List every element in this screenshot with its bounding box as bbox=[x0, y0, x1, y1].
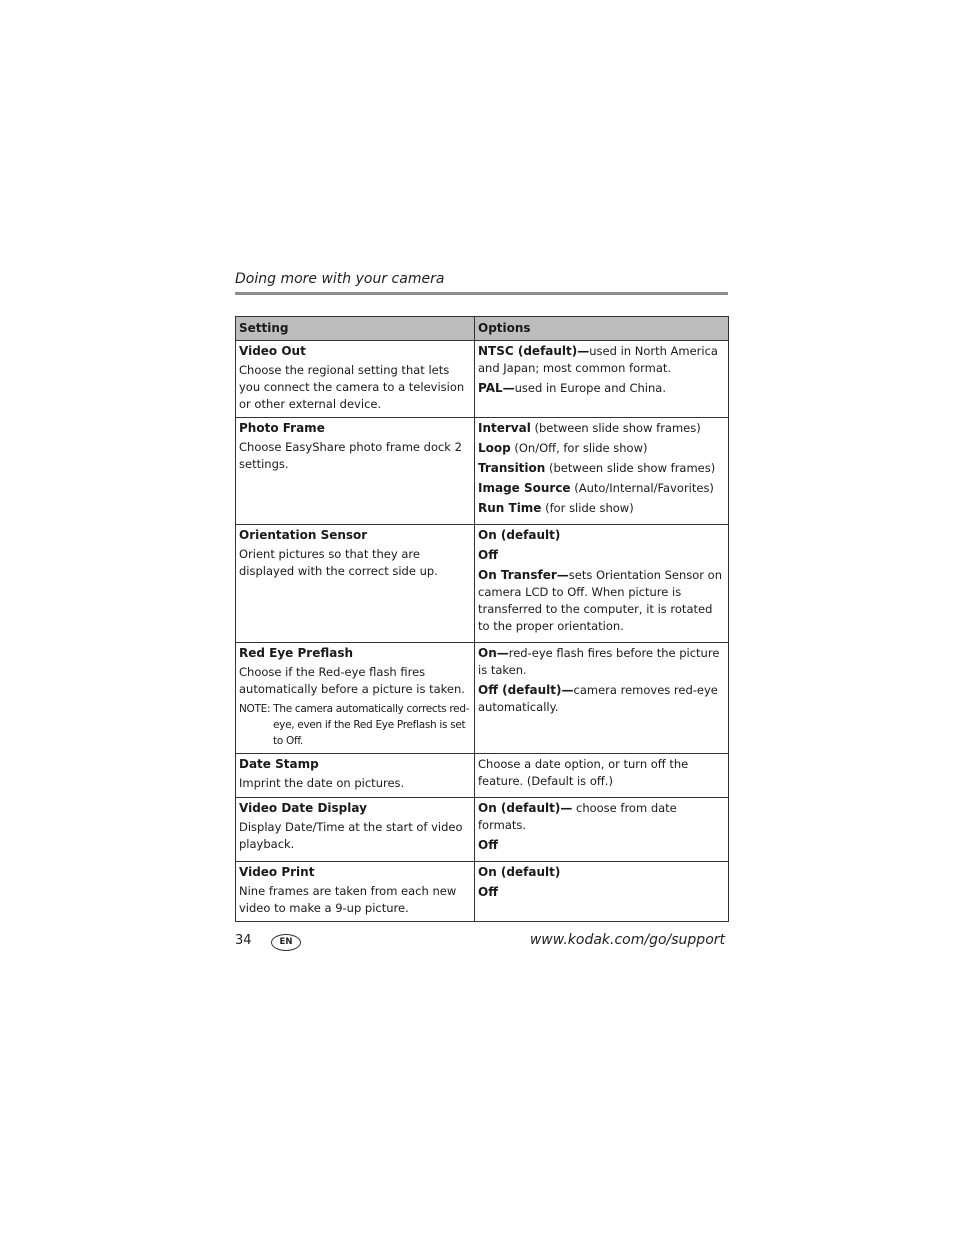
setting-name: Video Out bbox=[239, 344, 306, 358]
option-label: On Transfer— bbox=[478, 568, 569, 582]
setting-cell bbox=[236, 418, 475, 525]
options-cell bbox=[475, 418, 729, 525]
option-item bbox=[478, 460, 725, 477]
setting-cell bbox=[236, 754, 475, 798]
option-label: Loop bbox=[478, 441, 511, 455]
table-row bbox=[236, 754, 729, 798]
option-text: Choose a date option, or turn off the feature. (Default is off.) bbox=[478, 757, 689, 788]
options-cell bbox=[475, 862, 729, 922]
option-item bbox=[478, 800, 725, 834]
option-text: choose from date formats. bbox=[478, 801, 677, 832]
language-badge: EN bbox=[271, 934, 301, 951]
option-label: Off bbox=[478, 838, 498, 852]
table-row bbox=[236, 525, 729, 643]
option-label: Off (default)— bbox=[478, 683, 574, 697]
option-item bbox=[478, 567, 725, 635]
option-label: On (default) bbox=[478, 528, 561, 542]
page-number: 34 bbox=[235, 933, 252, 948]
option-item bbox=[478, 645, 725, 679]
option-item bbox=[478, 480, 725, 497]
setting-name: Red Eye Preflash bbox=[239, 646, 354, 660]
column-header-setting: Setting bbox=[236, 317, 475, 341]
note-text: NOTE: The camera automatically corrects red-eye, even if the Red Eye Preflash is set to Off. bbox=[239, 703, 470, 747]
option-item bbox=[478, 547, 725, 564]
header-rule bbox=[235, 292, 728, 295]
page-header-title: Doing more with your camera bbox=[235, 271, 445, 287]
setting-cell bbox=[236, 798, 475, 862]
option-label: NTSC (default)— bbox=[478, 344, 590, 358]
table-header-row bbox=[236, 317, 729, 341]
option-label: Off bbox=[478, 548, 498, 562]
setting-name: Date Stamp bbox=[239, 757, 319, 771]
setting-cell bbox=[236, 643, 475, 754]
setting-description: Choose the regional setting that lets you connect the camera to a television or other external device. bbox=[239, 363, 465, 411]
setting-description: Nine frames are taken from each new video to make a 9-up picture. bbox=[239, 884, 457, 915]
option-item bbox=[478, 682, 725, 716]
table-row bbox=[236, 418, 729, 525]
option-item bbox=[478, 756, 725, 790]
option-text: used in Europe and China. bbox=[514, 381, 666, 395]
option-item bbox=[478, 884, 725, 901]
option-label: Interval bbox=[478, 421, 531, 435]
setting-description: Choose if the Red-eye flash fires automatically before a picture is taken. bbox=[239, 665, 465, 696]
setting-name: Orientation Sensor bbox=[239, 528, 368, 542]
option-label: Off bbox=[478, 885, 498, 899]
table-row bbox=[236, 643, 729, 754]
table-row bbox=[236, 798, 729, 862]
table-row bbox=[236, 862, 729, 922]
setting-cell bbox=[236, 525, 475, 643]
column-header-options: Options bbox=[475, 317, 729, 341]
setting-description: Orient pictures so that they are displayed with the correct side up. bbox=[239, 547, 438, 578]
option-text: sets Orientation Sensor on camera LCD to Off. When picture is transferred to the computer, it is rotated to the proper orientation. bbox=[478, 568, 722, 633]
option-label: Image Source bbox=[478, 481, 571, 495]
option-label: On— bbox=[478, 646, 509, 660]
option-label: PAL— bbox=[478, 381, 515, 395]
setting-description: Imprint the date on pictures. bbox=[239, 776, 405, 790]
option-text: red-eye flash fires before the picture is taken. bbox=[478, 646, 720, 677]
option-item bbox=[478, 440, 725, 457]
options-cell bbox=[475, 754, 729, 798]
option-text: used in North America and Japan; most common format. bbox=[478, 344, 718, 375]
options-cell bbox=[475, 798, 729, 862]
options-cell bbox=[475, 643, 729, 754]
setting-name: Video Print bbox=[239, 865, 315, 879]
setting-cell bbox=[236, 341, 475, 418]
option-item bbox=[478, 420, 725, 437]
option-text: (for slide show) bbox=[541, 501, 634, 515]
setting-description: Choose EasyShare photo frame dock 2 settings. bbox=[239, 440, 462, 471]
settings-table bbox=[235, 316, 729, 922]
setting-name: Photo Frame bbox=[239, 421, 325, 435]
option-item bbox=[478, 343, 725, 377]
option-text: camera removes red-eye automatically. bbox=[478, 683, 718, 714]
option-label: Run Time bbox=[478, 501, 542, 515]
options-cell bbox=[475, 525, 729, 643]
option-item bbox=[478, 864, 725, 881]
option-text: (between slide show frames) bbox=[545, 461, 716, 475]
setting-description: Display Date/Time at the start of video playback. bbox=[239, 820, 463, 851]
options-cell bbox=[475, 341, 729, 418]
option-item bbox=[478, 527, 725, 544]
table-row bbox=[236, 341, 729, 418]
option-item bbox=[478, 837, 725, 854]
setting-name: Video Date Display bbox=[239, 801, 367, 815]
option-item bbox=[478, 380, 725, 397]
option-text: (between slide show frames) bbox=[530, 421, 701, 435]
option-label: On (default)— bbox=[478, 801, 573, 815]
setting-cell bbox=[236, 862, 475, 922]
option-label: Transition bbox=[478, 461, 546, 475]
support-url: www.kodak.com/go/support bbox=[529, 932, 725, 948]
option-item bbox=[478, 500, 725, 517]
option-text: (On/Off, for slide show) bbox=[510, 441, 648, 455]
option-text: (Auto/Internal/Favorites) bbox=[570, 481, 714, 495]
option-label: On (default) bbox=[478, 865, 561, 879]
